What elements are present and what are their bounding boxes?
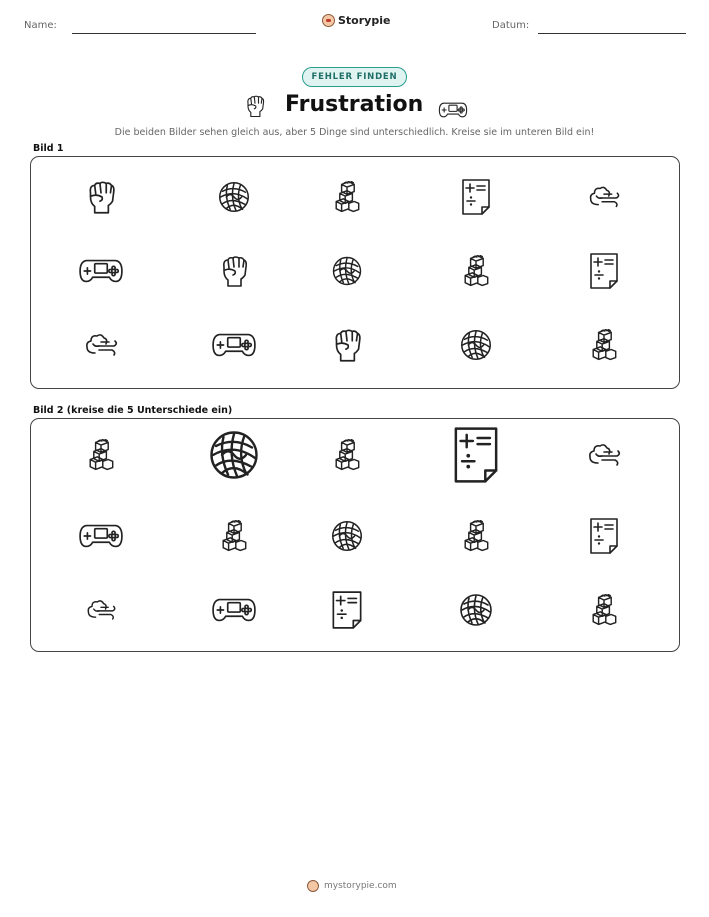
name-line[interactable]	[72, 33, 256, 34]
blocks-icon[interactable]	[586, 592, 622, 628]
fist-icon	[80, 176, 122, 218]
gamepad-icon	[78, 248, 124, 294]
fist-icon	[241, 92, 269, 124]
footer-site: mystorypie.com	[324, 881, 397, 891]
picture1-panel	[30, 156, 680, 389]
picture1-label: Bild 1	[33, 143, 64, 154]
math-sheet-icon	[456, 177, 496, 217]
yarn-icon	[457, 326, 495, 364]
blocks-icon	[329, 179, 365, 215]
math-sheet-icon[interactable]	[584, 516, 624, 556]
blocks-icon[interactable]	[458, 518, 494, 554]
math-sheet-icon[interactable]	[326, 589, 368, 631]
yarn-icon[interactable]	[204, 425, 264, 485]
wind-icon	[81, 325, 121, 365]
blocks-icon	[458, 253, 494, 289]
gamepad-icon[interactable]	[78, 513, 124, 559]
brand-name: Storypie	[338, 14, 391, 27]
gamepad-icon	[438, 95, 468, 129]
fist-icon	[214, 251, 254, 291]
footer	[307, 880, 397, 892]
math-sheet-icon	[584, 251, 624, 291]
date-line[interactable]	[538, 33, 686, 34]
blocks-icon[interactable]	[83, 437, 119, 473]
wind-icon[interactable]	[584, 435, 624, 475]
storypie-logo-icon	[322, 14, 335, 27]
gamepad-icon	[211, 322, 257, 368]
instructions: Die beiden Bilder sehen gleich aus, aber 5 Dinge sind unterschiedlich. Kreise sie im unteren Bild ein!	[114, 127, 595, 138]
yarn-icon	[329, 253, 365, 289]
badge-label: FEHLER FINDEN	[311, 72, 398, 82]
storypie-logo-icon	[307, 880, 319, 892]
yarn-icon	[215, 178, 253, 216]
blocks-icon	[586, 327, 622, 363]
picture2-panel[interactable]	[30, 418, 680, 652]
badge	[302, 67, 407, 87]
date-label: Datum:	[492, 20, 530, 31]
math-sheet-icon[interactable]	[445, 424, 507, 486]
blocks-icon[interactable]	[329, 437, 365, 473]
wind-icon[interactable]	[83, 592, 119, 628]
page-title: Frustration	[285, 92, 424, 117]
brand	[322, 14, 390, 27]
blocks-icon[interactable]	[216, 518, 252, 554]
gamepad-icon[interactable]	[211, 587, 257, 633]
yarn-icon[interactable]	[456, 590, 496, 630]
name-label: Name:	[24, 20, 57, 31]
wind-icon	[585, 178, 623, 216]
title-row	[0, 92, 709, 122]
picture2-label: Bild 2 (kreise die 5 Unterschiede ein)	[33, 405, 233, 416]
yarn-icon[interactable]	[328, 517, 366, 555]
fist-icon	[326, 324, 368, 366]
